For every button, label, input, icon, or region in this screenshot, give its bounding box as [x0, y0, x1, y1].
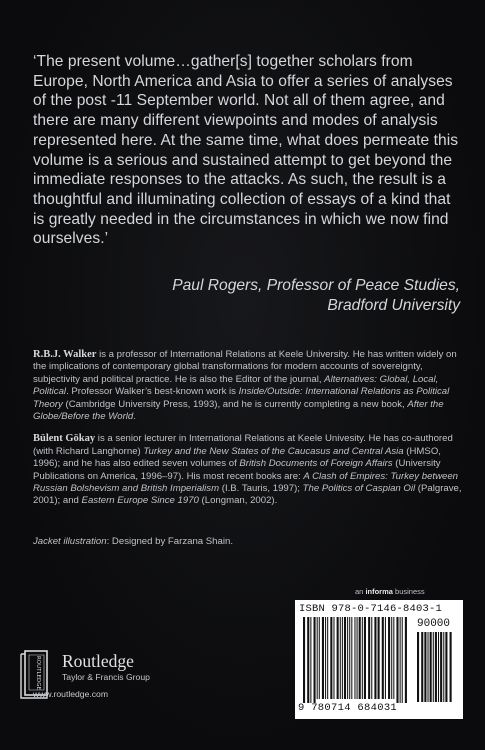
barcode-bar [443, 632, 444, 702]
barcode-bar [362, 617, 363, 699]
bio-gokay [33, 433, 463, 507]
publisher-website-link[interactable]: www.routledge.com [33, 689, 108, 699]
bio-title: After the Globe/Before the World [33, 398, 444, 423]
barcode-bar [359, 617, 361, 699]
informa-suffix: business [392, 587, 425, 596]
informa-business-tag [355, 587, 425, 596]
barcode-bar [388, 617, 390, 699]
quote-attribution [60, 276, 460, 316]
informa-prefix: an [355, 587, 366, 596]
attribution-line-2: Bradford University [327, 297, 460, 314]
bio-text: (Palgrave, 2001); and [33, 483, 462, 507]
bio-title: Inside/Outside: International Relations as Political Theory [33, 386, 450, 410]
barcode-bar [450, 632, 452, 702]
bio-text: (HMSO, 1996); and he has also edited seven volumes of [33, 445, 441, 470]
barcode-bar [433, 632, 434, 702]
logo-text: ROUTLEDGE [35, 655, 41, 691]
barcode-bar [347, 617, 348, 699]
barcode-bar [393, 617, 394, 699]
barcode-bar [303, 617, 305, 703]
barcode-bar [428, 632, 429, 702]
bio-title: Alternatives: Global, Local, Political [33, 373, 439, 398]
bio-title: British Documents of Foreign Affairs [239, 458, 393, 470]
barcode-bar [445, 632, 447, 702]
barcode-bar [333, 617, 334, 699]
bio-text: (University Publications on America, 1996–97). His most recent books are: [33, 458, 441, 482]
bio-text: (Cambridge University Press, 1993), and he is currently completing a new book, [62, 398, 408, 410]
barcode-bar [325, 617, 326, 699]
ean-digits: 9 780714 684031 [298, 702, 398, 714]
barcode-bar [396, 617, 398, 703]
bio-title: Turkey and the New States of the Caucasus and Central Asia [143, 445, 404, 457]
barcode-bar [382, 617, 384, 699]
barcode-bar [344, 617, 346, 699]
barcode-bar [391, 617, 392, 699]
addon-barcode [416, 632, 458, 702]
bio-text: is a professor of International Relations at Keele University. He has written widely on the implications of contemporary global transformations for modern accounts of sovereignty, subjectivity and political practice. He is also the Editor of the journal, [33, 349, 457, 385]
informa-brand: informa [365, 587, 393, 596]
barcode-bar [378, 617, 380, 699]
barcode-bar [368, 617, 370, 699]
barcode-bar [424, 632, 426, 702]
publisher-name: Routledge [62, 651, 134, 671]
barcode-bar [385, 617, 386, 699]
barcode-bar [430, 632, 432, 702]
barcode-bar [319, 617, 320, 699]
barcode-bar [435, 632, 437, 702]
isbn-text: ISBN 978-0-7146-8403-1 [299, 603, 443, 615]
bio-walker-name: R.B.J. Walker [33, 349, 97, 360]
jacket-label: Jacket illustration [33, 536, 107, 547]
publisher-group: Taylor & Francis Group [62, 672, 150, 682]
barcode-bar [342, 617, 343, 699]
barcode-bar [357, 617, 358, 699]
bio-text: (I.B. Tauris, 1997); [219, 483, 303, 495]
barcode-bar [322, 617, 324, 699]
barcode-bar [310, 617, 311, 703]
bio-title: A Clash of Empires: Turkey between Russian Bolshevism and British Imperialism [33, 470, 459, 495]
barcode-bar [340, 617, 341, 699]
barcode-bar [351, 617, 352, 699]
barcode-bar [317, 617, 318, 699]
endorsement-quote: ‘The present volume…gather[s] together scholars from Europe, North America and Asia to offer a series of analyses of the post -11 September world. Not all of them agree, and there are many different viewpoints and modes of analysis represented here. At the same time, what does permeate this volume is a serious and sustained attempt to get beyond the immediate responses to the attacks. As such, the result is a thoughtful and illuminating collection of essays of a kind that is greatly needed in the circumstances in which we now find ourselves.’ [33, 53, 459, 248]
barcode-bar [440, 632, 442, 702]
attribution-line-1: Paul Rogers, Professor of Peace Studies, [172, 277, 460, 294]
jacket-text: : Designed by Farzana Shain. [106, 536, 233, 547]
barcode-bar [354, 617, 355, 699]
bio-title: Eastern Europe Since 1970 [81, 495, 199, 507]
barcode-bar [349, 617, 350, 699]
isbn-barcode-panel [295, 600, 463, 719]
barcode-bar [374, 617, 376, 699]
barcode-bar [405, 617, 407, 703]
barcode-bar [438, 632, 439, 702]
barcode-bar [314, 617, 316, 703]
bio-gokay-name: Bülent Gökay [33, 433, 96, 445]
barcode-bar [371, 617, 372, 699]
barcode-bar [417, 632, 419, 702]
bio-text: . [133, 411, 136, 423]
jacket-illustration-credit [33, 536, 233, 547]
barcode-bar [327, 617, 328, 699]
barcode-bar [421, 632, 423, 702]
barcode-bar [307, 617, 309, 703]
bio-walker [33, 349, 463, 423]
barcode-bar [400, 617, 401, 703]
bio-title: The Politics of Caspian Oil [302, 483, 416, 495]
bio-text: . Professor Walker’s best-known work is [66, 386, 239, 398]
author-bios [33, 349, 463, 518]
barcode-bar [402, 617, 403, 703]
barcode-bar [337, 617, 339, 699]
price-code: 90000 [417, 618, 451, 630]
bio-text: (Longman, 2002). [198, 495, 278, 507]
barcode-bar [364, 617, 366, 699]
bio-text: is a senior lecturer in International Relations at Keele Univesity. He has co-authored (with Richard Langhorne) [33, 433, 453, 457]
ean-barcode [302, 617, 412, 703]
barcode-bar [330, 617, 332, 699]
